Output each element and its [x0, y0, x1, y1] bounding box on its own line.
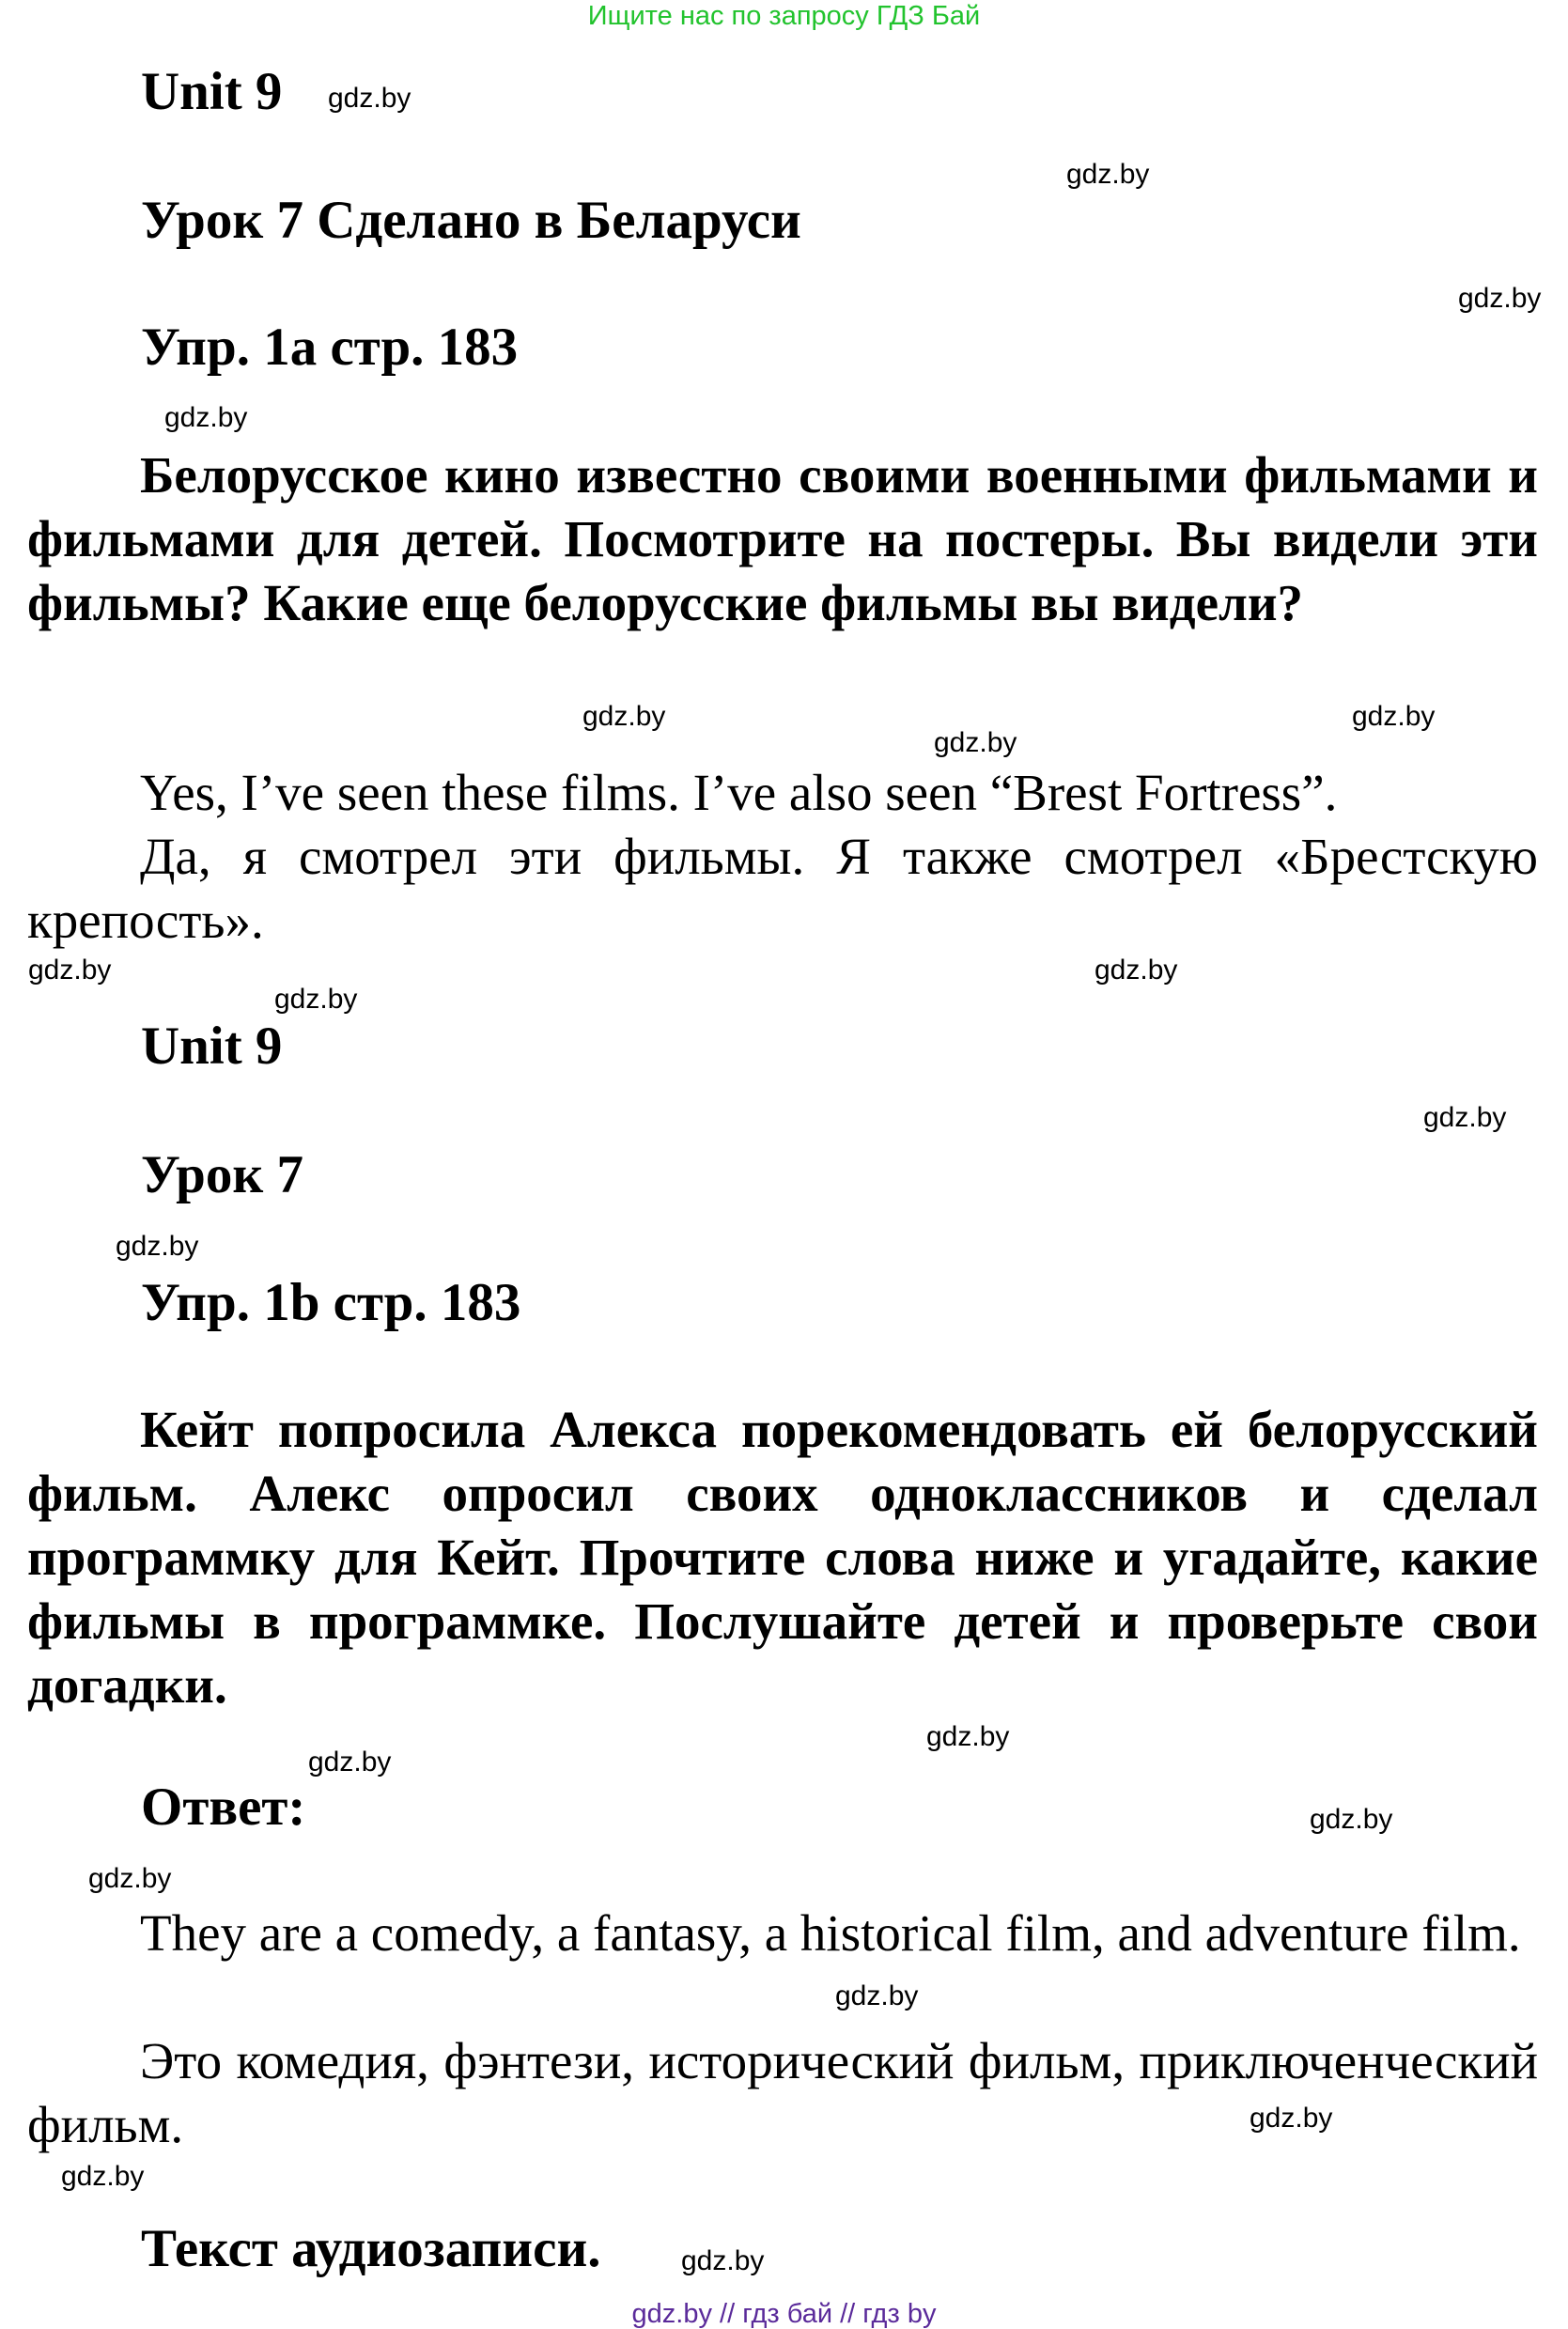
watermark: gdz.by [61, 2161, 145, 2192]
watermark: gdz.by [926, 1721, 1010, 1752]
task-text-2 [27, 1398, 1538, 1717]
watermark: gdz.by [1066, 159, 1150, 190]
watermark: gdz.by [1310, 1804, 1393, 1835]
watermark: gdz.by [1094, 955, 1178, 986]
unit-heading-2: Unit 9 [141, 1017, 283, 1076]
watermark: gdz.by [681, 2245, 765, 2276]
watermark: gdz.by [835, 1980, 919, 2011]
watermark: gdz.by [1458, 283, 1542, 314]
watermark: gdz.by [1352, 701, 1436, 732]
answer-english [27, 761, 1538, 825]
answer-english-2 [27, 1902, 1538, 1965]
watermark: gdz.by [1250, 2103, 1333, 2134]
task-text-content: Белорусское кино известно своими военными фильмами и фильмами для детей. Посмотрите на постеры. Вы видели эти фильмы? Какие еще белорусские фильмы вы видели? [27, 446, 1538, 631]
answer-russian-text: Да, я смотрел эти фильмы. Я также смотрел «Брестскую крепость». [27, 828, 1538, 949]
watermark: gdz.by [328, 83, 411, 114]
answer-english-2-text: They are a comedy, a fantasy, a historical film, and adventure film. [140, 1904, 1521, 1962]
watermark: gdz.by [308, 1747, 392, 1778]
watermark: gdz.by [582, 701, 666, 732]
watermark: gdz.by [274, 984, 358, 1015]
answer-label: Ответ: [141, 1778, 306, 1837]
watermark: gdz.by [164, 402, 248, 433]
unit-heading: Unit 9 [141, 62, 283, 121]
audio-heading: Текст аудиозаписи. [141, 2219, 601, 2278]
watermark: gdz.by [934, 727, 1017, 758]
search-banner[interactable]: Ищите нас по запросу ГДЗ Бай [587, 1, 981, 31]
footer-links[interactable]: gdz.by // гдз бай // гдз by [631, 2299, 937, 2329]
exercise-heading-2: Упр. 1b стр. 183 [141, 1273, 521, 1332]
task-text [27, 443, 1538, 635]
watermark: gdz.by [116, 1231, 199, 1262]
watermark: gdz.by [88, 1863, 172, 1894]
answer-english-text: Yes, I’ve seen these films. I’ve also seen “Brest Fortress”. [140, 764, 1338, 821]
lesson-heading-2: Урок 7 [141, 1145, 303, 1204]
watermark: gdz.by [28, 955, 112, 986]
task-text-2-content: Кейт попросила Алекса порекомендовать ей белорусский фильм. Алекс опросил своих одноклассников и сделал программку для Кейт. Прочтите слова ниже и угадайте, какие фильмы в программке. Послушайте детей и проверьте свои догадки. [27, 1401, 1538, 1714]
exercise-heading: Упр. 1a стр. 183 [141, 318, 519, 377]
answer-russian-2 [27, 2029, 1538, 2157]
answer-russian-2-text: Это комедия, фэнтези, исторический фильм, приключенческий фильм. [27, 2032, 1538, 2153]
lesson-heading: Урок 7 Сделано в Беларуси [141, 191, 801, 250]
watermark: gdz.by [1423, 1102, 1507, 1133]
answer-russian [27, 825, 1538, 953]
